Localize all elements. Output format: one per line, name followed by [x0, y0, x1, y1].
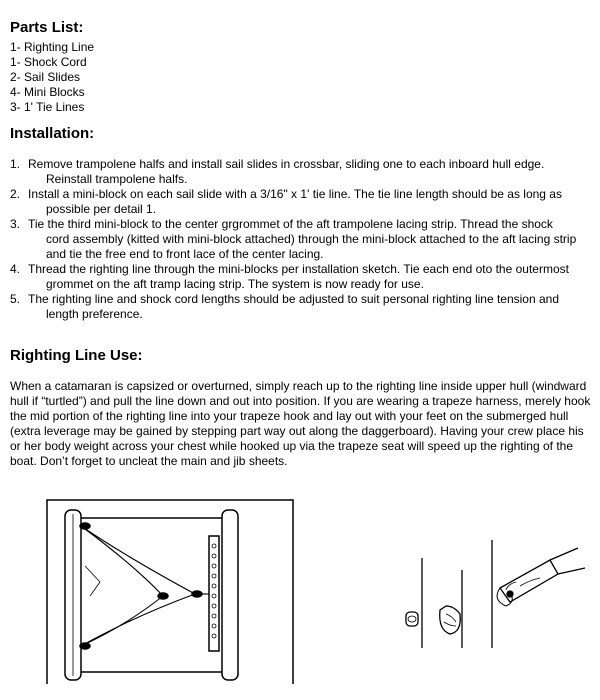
installation-title: Installation:	[10, 125, 95, 142]
step-number: 4.	[10, 262, 21, 276]
parts-list	[10, 40, 94, 115]
step-text: Install a mini-block on each sail slide with a 3/16" x 1' tie line. The tie line length should be as long as	[28, 187, 562, 201]
step-text-continued: length preference.	[46, 307, 143, 321]
step-text: Thread the righting line through the mini-blocks per installation sketch. Tie each end oto the outermost	[28, 262, 569, 276]
parts-list-item: 1- Righting Line	[10, 40, 95, 54]
righting-line-paragraph: When a catamaran is capsized or overturned, simply reach up to the righting line inside upper hull (windward hull if “turtled”) and pull the line down and out into position. If you are wearing a trapeze harness, merely hook the mid portion of the righting line into your trapeze hook and lay out with your feet on the submerged hull (extra leverage may be gained by stepping part way out along the daggerboard). Having your crew place his or her body weight across your chest while hooked up via the trapeze seat will speed up the righting of the boat. Don’t forget to uncleat the main and jib sheets.	[10, 379, 591, 468]
step-number: 2.	[10, 187, 21, 201]
installation-sketch	[45, 496, 295, 686]
detail-sketch	[380, 530, 590, 655]
parts-list-title: Parts List:	[10, 19, 84, 36]
installation-steps	[10, 157, 590, 322]
step-text-continued: grommet on the aft tramp lacing strip. The system is now ready for use.	[46, 277, 424, 291]
parts-list-item: 2- Sail Slides	[10, 70, 81, 84]
installation-step	[10, 187, 590, 217]
step-text: The righting line and shock cord lengths should be adjusted to suit personal righting line tension and	[28, 292, 560, 306]
parts-list-item: 3- 1' Tie Lines	[10, 100, 85, 114]
parts-list-item: 1- Shock Cord	[10, 55, 87, 69]
step-number: 3.	[10, 217, 21, 231]
installation-step	[10, 157, 590, 187]
installation-step	[10, 217, 590, 262]
step-text: Remove trampolene halfs and install sail slides in crossbar, sliding one to each inboard hull edge.	[28, 157, 545, 171]
parts-list-item: 4- Mini Blocks	[10, 85, 85, 99]
step-text-continued: and tie the free end to front lace of the center lacing.	[46, 247, 324, 261]
step-text-continued: cord assembly (kitted with mini-block attached) through the mini-block attached to the aft lacing strip	[46, 232, 577, 246]
step-text: Tie the third mini-block to the center grgrommet of the aft trampolene lacing strip. Thread the shock	[28, 217, 553, 231]
installation-step	[10, 292, 590, 322]
step-number: 1.	[10, 157, 21, 171]
step-text-continued: possible per detail 1.	[46, 202, 157, 216]
step-number: 5.	[10, 292, 21, 306]
step-text-continued: Reinstall trampolene halfs.	[46, 172, 188, 186]
righting-line-title: Righting Line Use:	[10, 347, 143, 364]
installation-step	[10, 262, 590, 292]
